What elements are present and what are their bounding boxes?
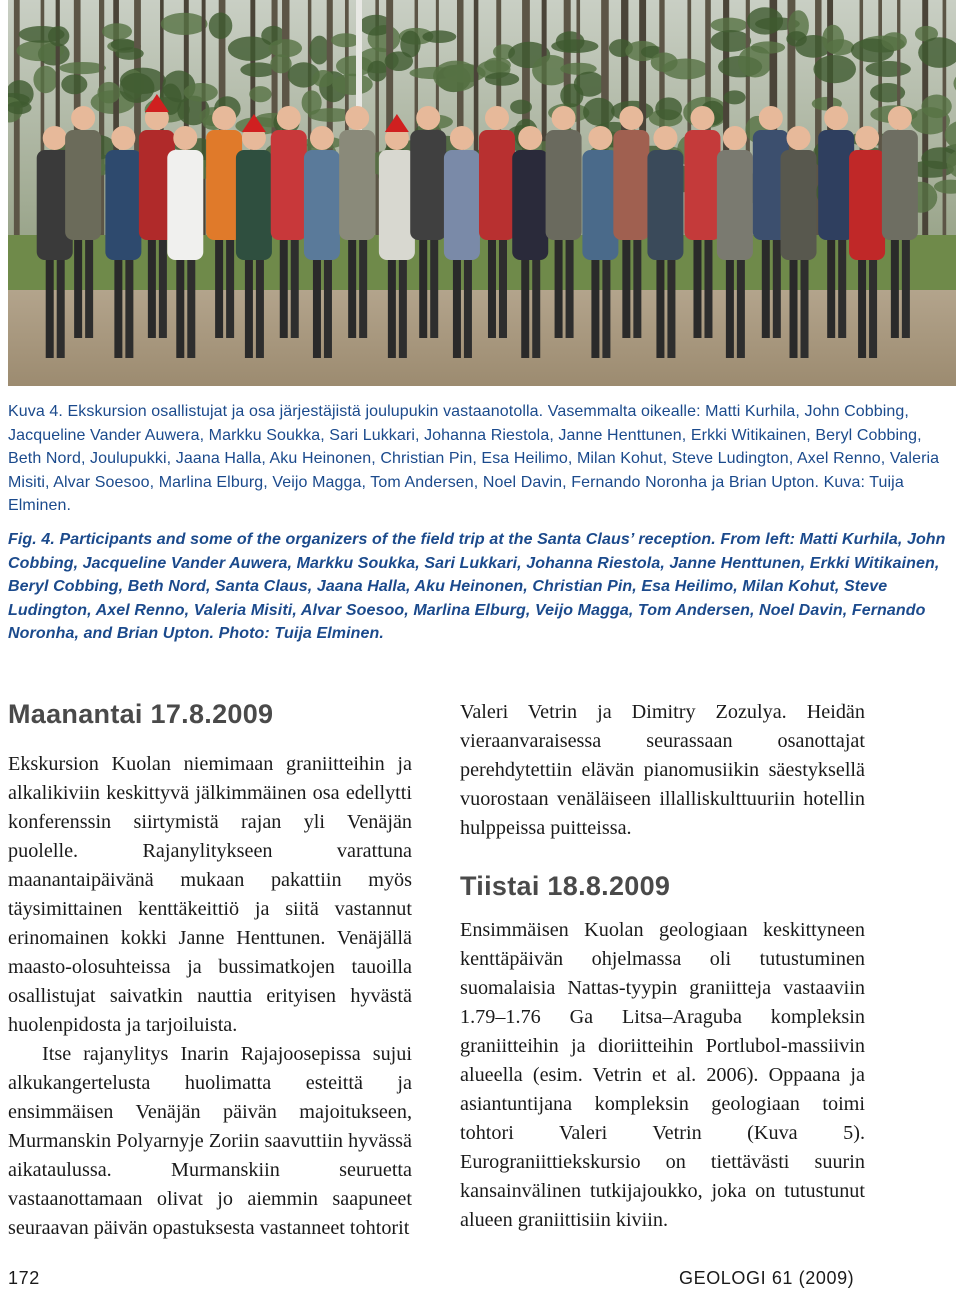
paragraph: Ekskursion Kuolan niemimaan graniitteihin ja alkalikiviin keskittyvä jälkimmäinen osa edellytti konferenssin siirtymistä rajan yli Venäjän puolelle. Rajanylitykseen varattuna maanantaipäivänä mukaan pakattiin myös täysimittainen kenttäkeittiö ja siitä vastannut erinomainen kokki Janne Henttunen. Venäjällä maasto-olosuhteissa ja bussimatkojen tauoilla osallistujat saivatkin nauttia erityisen hyvästä huolenpidosta ja tarjoiluista.	[8, 753, 412, 1036]
section-heading-monday: Maanantai 17.8.2009	[8, 699, 274, 729]
figure-caption-finnish: Kuva 4. Ekskursion osallistujat ja osa järjestäjistä joulupukin vastaanotolla. Vasemmalta oikealle: Matti Kurhila, John Cobbing, Jacqueline Vander Auwera, Markku Soukka, Sari Lukkari, Johanna Riestola, Janne Henttunen, Erkki Witikainen, Beryl Cobbing, Beth Nord, Joulupukki, Jaana Halla, Aku Heinonen, Christian Pin, Esa Heilimo, Milan Kohut, Steve Ludington, Axel Renno, Valeria Misiti, Alvar Soesoo, Marlina Elburg, Veijo Magga, Tom Andersen, Noel Davin, Fernando Noronha ja Brian Upton. Kuva: Tuija Elminen.	[8, 403, 940, 514]
right-column	[460, 698, 865, 1235]
group-photo-illustration	[8, 0, 956, 386]
page-number: 172	[8, 1268, 40, 1288]
journal-name: GEOLOGI 61 (2009)	[679, 1268, 855, 1288]
paragraph: Itse rajanylitys Inarin Rajajoosepissa sujui alkukangertelusta huolimatta esteittä ja ensimmäisen Venäjän päivän majoitukseen, Murmanskin Polyarnyje Zoriin saavuttiin hyvässä aikataulussa. Murmanskiin seuruetta vastaanottamaan olivat jo aiemmin saapuneet seuraavan päivän opastuksesta vastanneet tohtorit	[8, 1043, 412, 1239]
figure-caption-english: Fig. 4. Participants and some of the organizers of the field trip at the Santa Claus’ reception. From left: Matti Kurhila, John Cobbing, Jacqueline Vander Auwera, Markku Soukka, Sari Lukkari, Johanna Riestola, Janne Henttunen, Erkki Witikainen, Beryl Cobbing, Beth Nord, Santa Claus, Jaana Halla, Aku Heinonen, Christian Pin, Esa Heilimo, Milan Kohut, Steve Ludington, Axel Renno, Valeria Misiti, Alvar Soesoo, Marlina Elburg, Veijo Magga, Tom Andersen, Noel Davin, Fernando Noronha, and Brian Upton. Photo: Tuija Elminen.	[8, 531, 946, 642]
paragraph: Ensimmäisen Kuolan geologiaan keskittyneen kenttäpäivän ohjelmassa oli tutustuminen suomalaisia Nattas-tyypin graniitteja vastaaviin 1.79–1.76 Ga Litsa–Araguba kompleksin graniitteihin ja dioriitteihin Portlubol-massiivin alueella (esim. Vetrin et al. 2006). Oppaana ja asiantuntijana kompleksin geologiaan toimi tohtori Valeri Vetrin (Kuva 5). Eurograniittiekskursio on tiettävästi suurin kansainvälinen tutkijajoukko, joka on tutustunut alueen graniittisiin kiviin.	[460, 919, 865, 1231]
left-column	[8, 698, 412, 1243]
section-heading-tuesday: Tiistai 18.8.2009	[460, 871, 671, 901]
paragraph: Valeri Vetrin ja Dimitry Zozulya. Heidän vieraanvaraisessa seurassaan osanottajat perehdytettiin elävän pianomusiikin säestyksellä vuorostaan venäläiseen illalliskulttuuriin hotellin hulppeissa puitteissa.	[460, 701, 865, 839]
group-photo	[8, 0, 956, 386]
